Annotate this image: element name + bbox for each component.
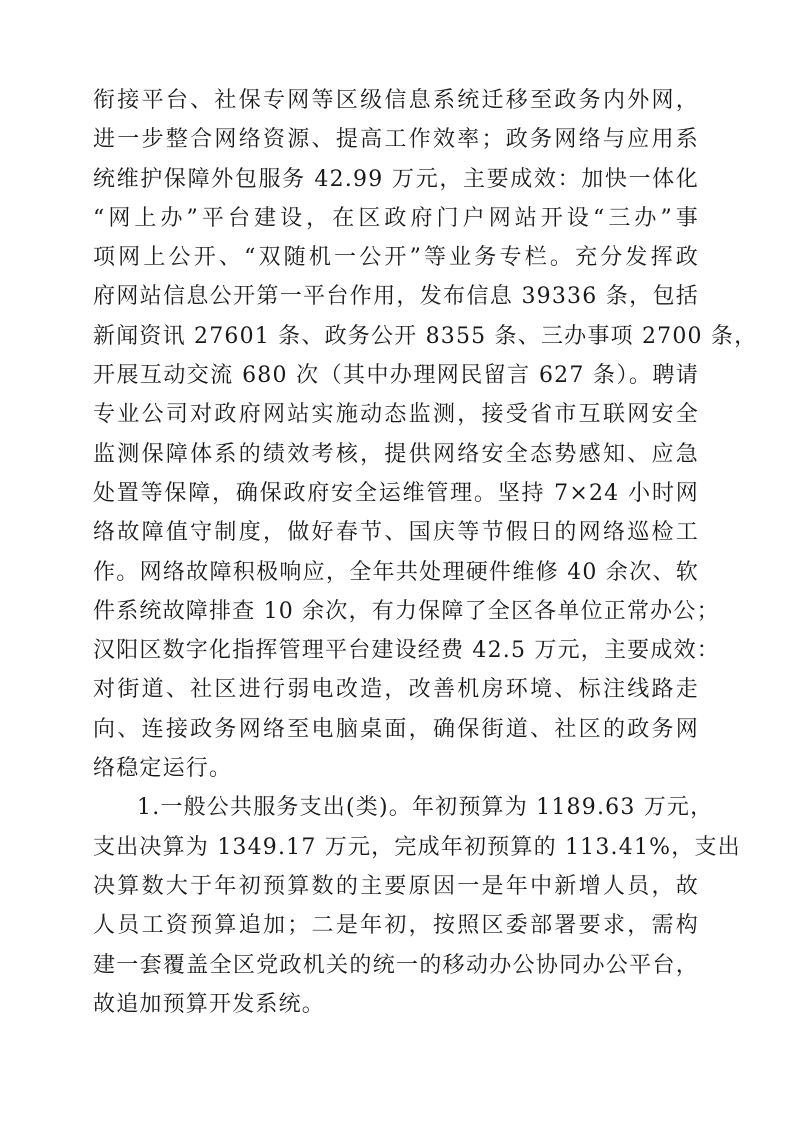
document-body <box>93 81 758 1024</box>
text-line: 府网站信息公开第一平台作用，发布信息 39336 条，包括 <box>93 284 699 310</box>
text-line: 故追加预算开发系统。 <box>93 991 326 1017</box>
text-line: 支出决算为 1349.17 万元，完成年初预算的 113.41%，支出 <box>93 834 741 860</box>
text-line: 对街道、社区进行弱电改造，改善机房环境、标注线路走 <box>93 677 699 703</box>
text-line: 汉阳区数字化指挥管理平台建设经费 42.5 万元，主要成效： <box>93 638 720 664</box>
text-line: 监测保障体系的绩效考核，提供网络安全态势感知、应急 <box>93 441 699 467</box>
text-line: “网上办”平台建设，在区政府门户网站开设“三办”事 <box>93 205 699 231</box>
paragraph-1 <box>93 81 758 788</box>
text-line: 处置等保障，确保政府安全运维管理。坚持 7×24 小时网 <box>93 480 699 506</box>
text-line: 统维护保障外包服务 42.99 万元，主要成效：加快一体化 <box>93 166 699 192</box>
text-line: 新闻资讯 27601 条、政务公开 8355 条、三办事项 2700 条， <box>93 323 758 349</box>
text-line: 开展互动交流 680 次（其中办理网民留言 627 条）。聘请 <box>93 363 699 389</box>
text-line: 人员工资预算追加；二是年初，按照区委部署要求，需构 <box>93 913 699 939</box>
text-line: 1.一般公共服务支出(类)。年初预算为 1189.63 万元， <box>137 795 714 821</box>
text-line: 向、连接政务网络至电脑桌面，确保街道、社区的政务网 <box>93 716 699 742</box>
text-line: 进一步整合网络资源、提高工作效率；政务网络与应用系 <box>93 127 699 153</box>
text-line: 络故障值守制度，做好春节、国庆等节假日的网络巡检工 <box>93 520 699 546</box>
paragraph-2 <box>93 788 741 1024</box>
text-line: 决算数大于年初预算数的主要原因一是年中新增人员，故 <box>93 873 699 899</box>
text-line: 络稳定运行。 <box>93 756 233 782</box>
text-line: 件系统故障排查 10 余次，有力保障了全区各单位正常办公； <box>93 598 720 624</box>
text-line: 项网上公开、“双随机一公开”等业务专栏。充分发挥政 <box>93 245 699 271</box>
text-line: 建一套覆盖全区党政机关的统一的移动办公协同办公平台， <box>93 952 699 978</box>
text-line: 衔接平台、社保专网等区级信息系统迁移至政务内外网， <box>93 88 699 113</box>
text-line: 作。网络故障积极响应，全年共处理硬件维修 40 余次、软 <box>93 559 699 585</box>
text-line: 专业公司对政府网站实施动态监测，接受省市互联网安全 <box>93 402 699 428</box>
